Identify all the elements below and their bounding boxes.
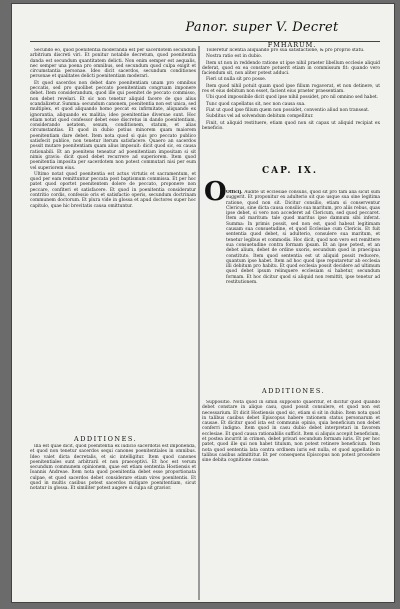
- list-item: Finit, ut aliquid restituere, etiam quod non sit capax ut aliquid recipiat ex beneficio.: [202, 120, 380, 131]
- right-additions-text: Suppositio. Nota quod in simili supposito quaeritur, et dicitur quod quando debet constare in aliquo casu, quod possit consulere, et quod non est necessarium. Et dicit Hostiensis quod sic, etiam si sit in dubio. Item nota quod in talibus casibus debet Episcopus habere rationem status personarum et causae. Et dicitur quod ista est communis opinio, quia beneficium non debet conferri indigno. Item quod in casu dubio debet interpretari in favorem ecclesiae. Et quod causa rationabilis sufficit. Item si aliquis accepit beneficium, et postea incurrit in crimen, debet privari secundum formam iuris. Et per hoc patet, quod ille qui non habet titulum, non potest retinere beneficium. Item nota quod sententia lata contra ordinem iuris est nulla, et quod appellatio in talibus casibus admittitur. Et per consequens Episcopus non potest procedere sine debita cognitione causae.: [202, 400, 380, 464]
- left-intro-paragraph: Secundo eo, quod poenitentia moderanda est per sacerdotem secundum arbitrium discreti viri. Et ponitur notabile decretum, quod poenitentia danda est secundum quantitatem delicti. Non enim semper est aequalis, nec semper una poena pro omnibus, sed secundum quod culpa exigit et circumstantia personae. Ideo dicit sacerdos, secundum conditiones personae et qualitates delicti poenitentiam moderari.: [30, 48, 196, 80]
- column-gutter: [198, 46, 200, 600]
- left-column: [30, 48, 196, 433]
- list-item: Fieri ut nulla sit pro posse.: [206, 77, 267, 83]
- left-additions-column: [30, 444, 196, 600]
- right-running-heading: FMHARUM.: [267, 41, 317, 49]
- document-page: [12, 4, 394, 602]
- drop-cap: O: [204, 177, 227, 207]
- left-body-paragraph: Ultimo notat quod poenitentia est actus virtutis et sacramentum, et quod per eam remittuntur peccata post baptismum commissa. Et per hoc patet quod oportet poenitentem dolere de peccato, proponere non peccare, confiteri et satisfacere. Et quod in poenitentia consideratur contritio cordis, confessio oris et satisfactio operis, secundum doctrinam communem doctorum. Et plura vide in glossa et apud doctores super hoc capitulo, quae hic brevitatis causa omittuntur.: [30, 171, 196, 209]
- right-additions-heading: ADDITIONES.: [262, 387, 326, 395]
- left-additions-text: Illa est quae dicit, quod poenitentia ex iudicio sacerdotis est imponenda, et quod non tenetur sacerdos sequi canones poenitentiales in omnibus. Ideo valet dicta decretalis, et sic intelligitur. Item quod canones poenitentiales sunt arbitrarii et non praeceptivi. Et hoc est verum secundum communem opinionem, quae est etiam sententia Hostiensis et Ioannis Andreae. Item nota quod poenitentia debet esse proportionata culpae, et quod sacerdos debet considerare etiam vires poenitentis. Et quod in multis casibus potest sacerdos mitigare poenitentiam, sicut notatur in glossa. Et similiter potest augere si culpa sit gravior.: [30, 444, 196, 492]
- right-additions-column: [202, 400, 380, 600]
- officij-text: Audite ut ecclesiae consulis, quod sit pro tam alia sicut sum suggerit. Et proponitur ex adulterio sit quo usque sua sine legitima ratione, quod non sit. Dicitur consilio, etiam si conserventur Clericus, sine dicta causa consilio sua maritum, pro aliis rebus, quas ipse debet, si vero non accederet ad Clericum, sed quod peccaret. Item ad maritum: tale quod maritus ipse damnum sibi inferat. Summa: In primis possit, sed non est, quod habeat legitimam causam sua consuetudine, et quod Ecclesiae cum Clericis. Et fuit sententia quod debet, si adulterio, consulere sua maritum, et tenetur legibus et commodis. Hoc dicit, quod non vero est remittere sua consuetudine contra formam ipsam. Et an ipse potest, et an debet alium, debet de ordine uxoris, secundum quod in praecipua constituto. Item quod sententia est ut aliquid possit reducere, quantum ipse habet. Item ad hoc quod ipse reputaretur ab ecclesia illi debitum pro habitu. Et quod ecclesia possit decidere ad ultimum quod debet ipsum relinquere ecclesiam si habetur, secundum formam. Et hoc dicitur quod si aliquid non remittit, ipse tenetur ad restitutionem.: [226, 190, 380, 286]
- list-item: Item quod nihil potuit quam quod ipse filium rogaverat, et non detinere, ut res et eius debitum non esset, facient eius praeter praesentiam.: [202, 83, 380, 95]
- officij-headword: Officij.: [226, 190, 243, 195]
- list-item: Subditus vel ad solvendum debitum compellitur.: [206, 114, 314, 120]
- list-item: Tolleretur licentia aliquando pro sua satisfactione, & pro proprio statu.: [206, 48, 365, 53]
- right-top-list: [202, 48, 380, 160]
- officij-paragraph: [226, 190, 380, 371]
- list-item: Fiat ut quod ipse filium quem non possidet, conventio aliud non transeat.: [206, 107, 370, 113]
- list-item: Ubi quod impossibile dicit quod ipse nihil possidet, pro nil omnino sed habet.: [206, 95, 379, 101]
- left-body-paragraph: Et quod sacerdos non debet dare poenitentiam unam pro omnibus peccatis, sed pro quolibet peccato poenitentiam congruam imponere debet. Item considerandum, quod ille qui poenitet de peccato commisso, non debet revelari. Et sic non tenetur aliquid facere de quo alius scandalizetur. Summa: secundum canonem, poenitentia non est unica, sed multiplex, et quod aliquando homo peccat ex infirmitate, aliquando ex ignorantia, aliquando ex malitia; ideo poenitentiae diversae sunt. Hoc etiam notat quod confessor debet esse discretus in dando poenitentiam, considerando aetatem, sexum, conditionem, statum, et alias circumstantias. Et quod in dubio potius minorem quam maiorem poenitentiam dare debet. Item nota quod si quis pro peccato publico satisfecit publice, non tenetur iterum satisfacere. Quaero an sacerdos possit mutare poenitentiam quam alius imposuit: dicit quod sic, ex causa rationabili. Et an poenitens teneatur ad poenitentiam impositam si sit nimis gravis: dicit quod debet recurrere ad superiorem. Item quod poenitentia imposita per sacerdotem non potest commutari nisi per eum vel superiorem eius.: [30, 80, 196, 171]
- list-item: Item ut non in reddendo ratione ut ipse nihil praeter libellum ecclesie aliquid deferat, quod ex ea constare potuerit etiam in commissum fit: quando vero faciendum sit, non aliter potest adduci.: [202, 60, 380, 77]
- list-item: Nostra ratio est in dubio.: [206, 54, 262, 60]
- list-item: Tunc quod capellatus sit, nec non causa sua.: [206, 101, 306, 107]
- chapter-heading: CAP. IX.: [262, 166, 319, 176]
- page-title: Panor. super V. Decret: [185, 20, 339, 35]
- left-additions-heading: ADDITIONES.: [74, 435, 138, 443]
